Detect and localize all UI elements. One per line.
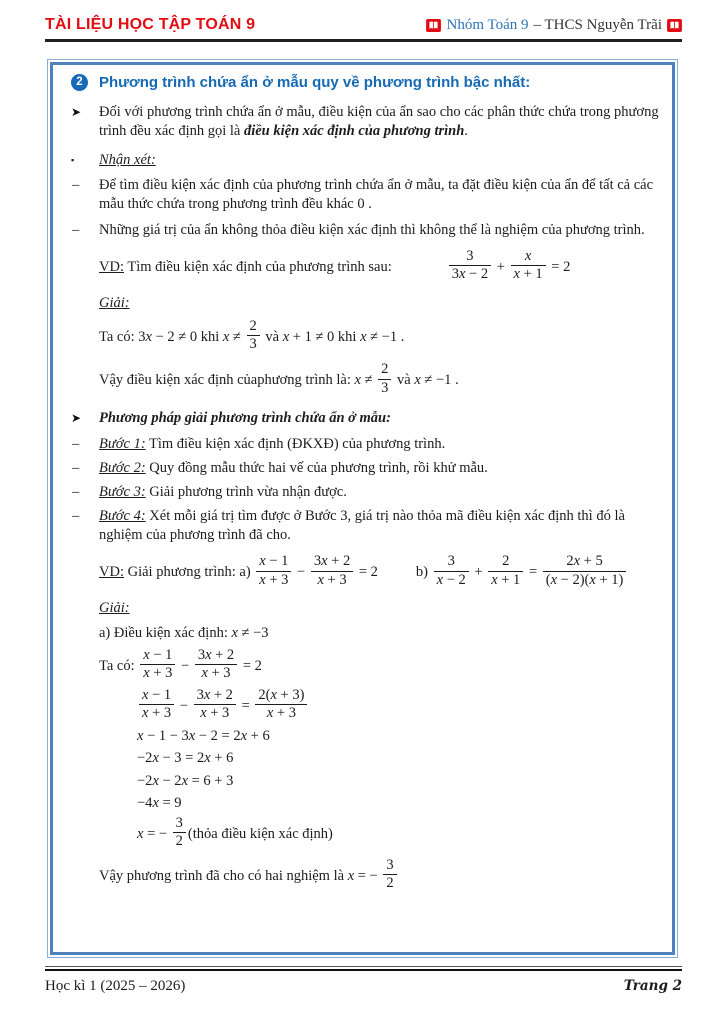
text-run: Bước 2: — [99, 459, 146, 476]
text-run: 3x − 2 ≠ 0 — [138, 329, 198, 346]
text-run: Xét mỗi giá trị tìm được ở Bước 3, giá trị nào thỏa mã điều kiện xác định thì đó là nghiệm của phương trình đã cho. — [99, 508, 625, 544]
page-footer — [45, 966, 682, 995]
solution-2a-line-2 — [65, 689, 660, 724]
content-lines — [50, 62, 675, 955]
text-run: Tìm điều kiện xác định của phương trình sau: — [123, 258, 392, 275]
open-book-icon — [426, 19, 441, 32]
header-right-group — [426, 17, 682, 34]
method-step-2 — [65, 459, 660, 478]
text-run: . — [364, 195, 372, 212]
fraction: $\frac{x - 1}{x + 3}$ — [256, 553, 291, 588]
example-1-statement — [65, 247, 660, 285]
text-run: Đối với phương trình chứa ẩn ở mẫu, điều kiện của ẩn sao cho các phân thức chứa trong phương trình đều xác định gọi là — [99, 104, 659, 140]
footer-divider — [45, 966, 682, 971]
text-run: Giải phương trình vừa nhận được. — [145, 484, 347, 501]
bullet-dash-icon: – — [72, 459, 80, 476]
text-run: −4x = 9 — [137, 794, 182, 811]
footer-term-label: Học kì 1 (2025 – 2026) — [45, 978, 186, 994]
text-run: Giải: — [99, 295, 130, 312]
text-run: Vậy điều kiện xác định củaphương trình là: — [99, 372, 355, 389]
text-run: . — [397, 329, 405, 346]
text-run: 0 — [357, 195, 365, 212]
fraction: $\frac{3x + 2}{x + 3}$ — [194, 687, 236, 722]
bullet-square-icon: ▪ — [71, 155, 75, 166]
text-run: Phương pháp giải phương trình chứa ẩn ở mẫu: — [99, 409, 391, 426]
definition-paragraph — [65, 103, 660, 141]
text-run: khi — [197, 329, 223, 346]
text-run: Những giá trị của ẩn không thỏa điều kiện xác định thì không thể là nghiệm của phương trình. — [99, 221, 645, 238]
text-run: VD: — [99, 258, 124, 275]
solution-heading-2 — [65, 599, 660, 618]
bullet-dash-icon: – — [72, 221, 80, 238]
school-name: – THCS Nguyễn Trãi — [533, 17, 662, 33]
document-title: TÀI LIỆU HỌC TẬP TOÁN 9 — [45, 16, 256, 33]
fraction: $\frac{2}{3}$ — [247, 318, 260, 353]
section-title — [65, 73, 660, 93]
remark-item-2 — [65, 221, 660, 240]
text-run: Nhận xét: — [99, 152, 156, 169]
text-run: + — [493, 258, 509, 275]
text-run: x ≠ −3 — [231, 624, 269, 641]
fraction: $\frac{2(x + 3)}{x + 3}$ — [255, 687, 307, 722]
solution-1-conclusion — [65, 363, 660, 398]
solution-2a-conclusion — [65, 859, 660, 894]
solution-2a-line-5 — [65, 772, 660, 791]
text-run: Tìm điều kiện xác định (ĐKXĐ) của phương trình. — [145, 435, 446, 452]
example-2-statement — [65, 555, 660, 590]
content-frame — [47, 59, 678, 958]
fraction: $\frac{2}{x + 1}$ — [488, 553, 523, 588]
solution-2a-line-6 — [65, 794, 660, 813]
fraction: $\frac{3}{x - 2}$ — [434, 553, 469, 588]
text-run: Ta có: — [99, 657, 139, 674]
text-run: b) — [415, 564, 432, 581]
method-step-1 — [65, 435, 660, 454]
fraction: $\frac{3x + 2}{x + 3}$ — [311, 553, 353, 588]
text-run: x − 1 − 3x − 2 = 2x + 6 — [137, 728, 270, 745]
bullet-dash-icon: – — [72, 484, 80, 501]
text-run: −2x − 3 = 2x + 6 — [137, 750, 234, 767]
text-run: (thỏa điều kiện xác định) — [187, 825, 333, 842]
text-run: x + 1 ≠ 0 — [282, 329, 335, 346]
open-book-icon — [667, 19, 682, 32]
solution-2a-line-1 — [65, 646, 660, 684]
text-run: − — [176, 698, 192, 715]
text-run: Bước 4: — [99, 508, 146, 525]
text-run: Giải phương trình: a) — [123, 564, 255, 581]
section-number-badge: 2 — [71, 74, 88, 91]
fraction: $\frac{x}{x + 1}$ — [511, 248, 546, 283]
text-run: và — [261, 329, 283, 346]
text-run: x = − — [347, 867, 382, 884]
text-run: = 2 — [355, 564, 378, 581]
text-run: Quy đồng mẫu thức hai vế của phương trình, rồi khử mẫu. — [145, 459, 488, 476]
method-heading — [65, 409, 660, 428]
text-run: . — [464, 123, 468, 140]
text-run: = 2 — [547, 258, 571, 275]
page-number: Trang 2 — [623, 978, 682, 994]
text-run: Bước 1: — [99, 435, 146, 452]
text-run: điều kiện xác định của phương trình — [243, 123, 465, 140]
text-run: + — [470, 564, 487, 581]
text-run: −2x − 2x = 6 + 3 — [137, 772, 234, 789]
bullet-dash-icon: – — [72, 176, 80, 193]
text-run: x ≠ −1 — [360, 329, 398, 346]
text-run: Bước 3: — [99, 484, 146, 501]
page-header — [45, 16, 682, 42]
text-run: x ≠ −1 — [414, 372, 452, 389]
text-run: Để tìm điều kiện xác định của phương trình chứa ẩn ở mẫu, ta đặt điều kiện của ẩn để tất cả các mẫu thức chứa trong phương trình đều khác — [99, 176, 654, 212]
solution-2a-line-4 — [65, 749, 660, 768]
solution-2a-line-7 — [65, 814, 660, 852]
text-run: khi — [334, 329, 361, 346]
fraction: $\frac{2x + 5}{(x - 2)(x + 1)}$ — [543, 553, 627, 588]
fraction: $\frac{x - 1}{x + 3}$ — [140, 647, 175, 682]
text-run: x ≠ — [354, 372, 377, 389]
remark-heading — [65, 151, 660, 170]
solution-2a-line-3 — [65, 727, 660, 746]
solution-heading-1 — [65, 294, 660, 313]
text-run: và — [393, 372, 415, 389]
solution-1-line-1 — [65, 320, 660, 355]
text-run: − — [177, 657, 193, 674]
text-run: . — [451, 372, 459, 389]
fraction: $\frac{x - 1}{x + 3}$ — [139, 687, 174, 722]
text-run: Giải: — [99, 599, 130, 616]
bullet-arrow-icon: ➤ — [71, 105, 82, 120]
text-run: x = − — [137, 825, 171, 842]
text-run: Vậy phương trình đã cho có hai nghiệm là — [99, 867, 348, 884]
method-step-3 — [65, 483, 660, 502]
bullet-dash-icon: – — [72, 508, 80, 525]
method-step-4 — [65, 507, 660, 545]
text-run: = — [237, 698, 254, 715]
fraction: $\frac{3x + 2}{x + 3}$ — [195, 647, 237, 682]
solution-2a-dkxd — [65, 624, 660, 643]
fraction: $\frac{2}{3}$ — [378, 361, 391, 396]
text-run: = 2 — [239, 657, 262, 674]
fraction: $\frac{3}{2}$ — [173, 815, 186, 850]
text-run: x ≠ — [222, 329, 245, 346]
text-run: a) Điều kiện xác định: — [99, 624, 232, 641]
remark-item-1 — [65, 176, 660, 214]
section-title-text: Phương trình chứa ẩn ở mẫu quy về phương trình bậc nhất: — [99, 74, 531, 91]
text-run: − — [293, 564, 309, 581]
fraction: $\frac{3}{3x - 2}$ — [449, 248, 491, 283]
text-run: Ta có: — [99, 329, 139, 346]
text-run: = — [525, 564, 541, 581]
bullet-dash-icon: – — [72, 435, 80, 452]
text-run: VD: — [99, 564, 124, 581]
fraction: $\frac{3}{2}$ — [383, 857, 396, 892]
bullet-arrow-icon: ➤ — [71, 410, 82, 425]
group-name: Nhóm Toán 9 — [446, 17, 529, 33]
